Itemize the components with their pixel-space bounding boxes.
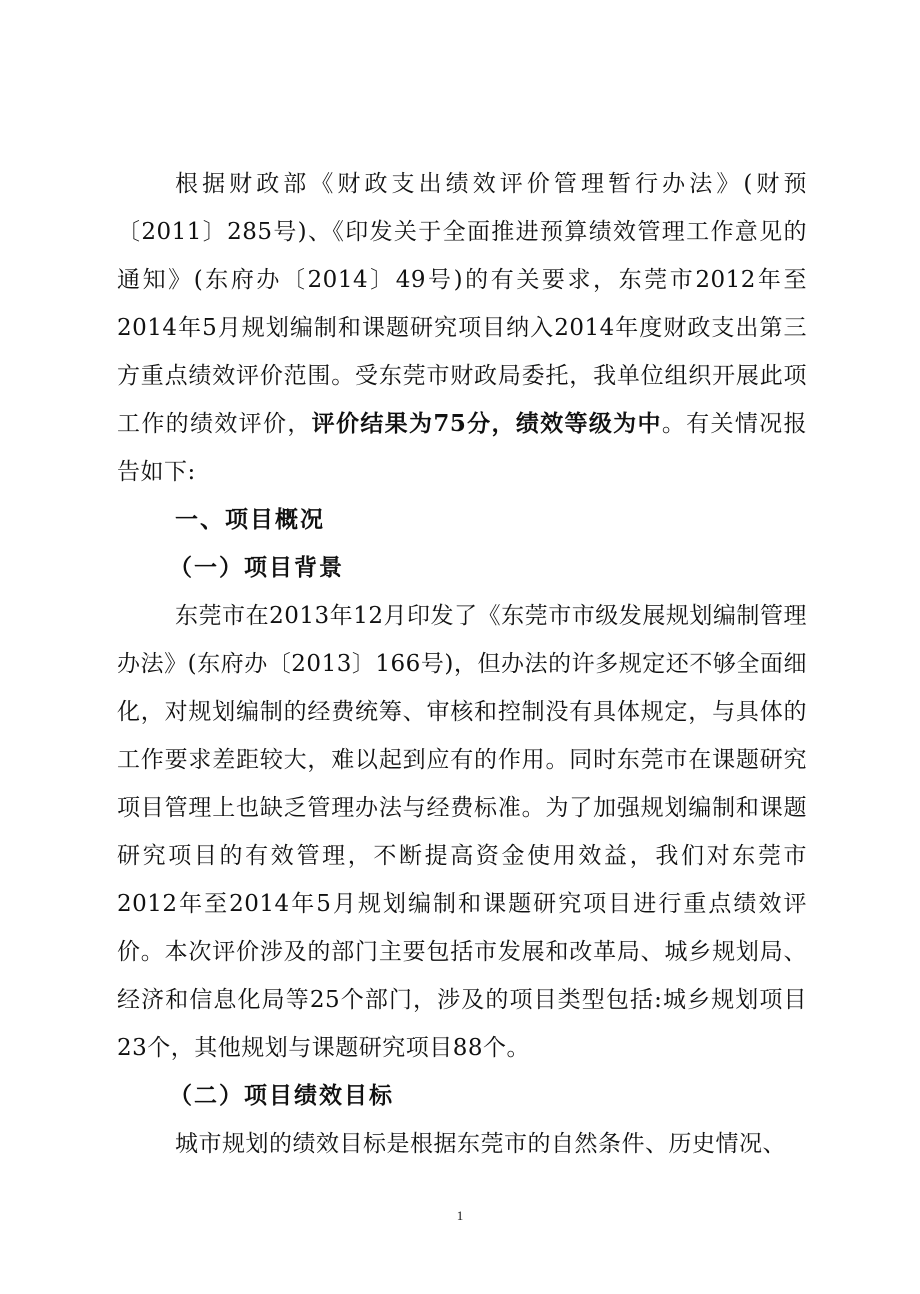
evaluation-result-bold: 评价结果为75分，绩效等级为中: [311, 410, 662, 437]
subsection-heading-project-background: （一）项目背景: [169, 554, 344, 581]
goals-paragraph: 城市规划的绩效目标是根据东莞市的自然条件、历史情况、: [175, 1131, 786, 1157]
document-body: [117, 160, 807, 1168]
subsection-heading-performance-goals: （二）项目绩效目标: [169, 1082, 394, 1109]
intro-paragraph: [117, 160, 807, 496]
page-number: 1: [456, 1208, 464, 1223]
intro-text-part1: 根据财政部《财政支出绩效评价管理暂行办法》(财预〔2011〕285号)、《印发关于全面推进预算绩效管理工作意见的通知》(东府办〔2014〕49号)的有关要求，东莞市2012年至2014年5月规划编制和课题研究项目纳入2014年度财政支出第三方重点绩效评价范围。受东莞市财政局委托，我单位组织开展此项工作的绩效评价，: [117, 171, 807, 437]
section-heading-project-overview: 一、项目概况: [175, 506, 325, 533]
background-paragraph: 东莞市在2013年12月印发了《东莞市市级发展规划编制管理办法》(东府办〔2013〕166号)，但办法的许多规定还不够全面细化，对规划编制的经费统筹、审核和控制没有具体规定，与具体的工作要求差距较大，难以起到应有的作用。同时东莞市在课题研究项目管理上也缺乏管理办法与经费标准。为了加强规划编制和课题研究项目的有效管理，不断提高资金使用效益，我们对东莞市2012年至2014年5月规划编制和课题研究项目进行重点绩效评价。本次评价涉及的部门主要包括市发展和改革局、城乡规划局、经济和信息化局等25个部门，涉及的项目类型包括:城乡规划项目23个，其他规划与课题研究项目88个。: [117, 603, 807, 1061]
intro-text-part2: 。有关情况报告如下:: [117, 411, 808, 485]
